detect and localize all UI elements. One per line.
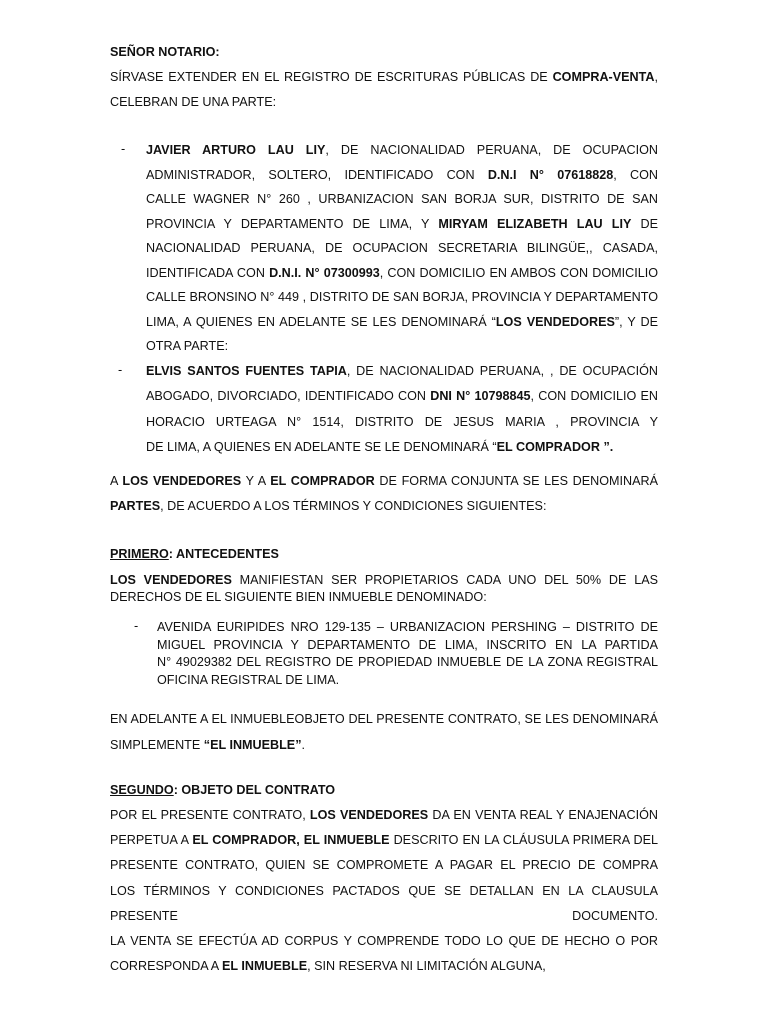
text-run: LOS TÉRMINOS Y CONDICIONES PACTADOS QUE SE DETALLAN EN LA CLAUSULA	[110, 883, 658, 898]
text-run: CORRESPONDA A	[110, 959, 222, 974]
bold-text: MIRYAM ELIZABETH LAU LIY	[438, 216, 632, 231]
text-run: ADMINISTRADOR, SOLTERO, IDENTIFICADO CON	[146, 167, 488, 182]
list-bullet: -	[134, 619, 139, 633]
text-line	[110, 572, 658, 588]
contract-type: COMPRA-VENTA	[552, 70, 655, 84]
intro-text: ,	[654, 70, 658, 84]
text-line	[157, 654, 658, 670]
text-run: EN ADELANTE A EL INMUEBLEOBJETO DEL PRESENTE CONTRATO, SE LES DENOMINARÁ	[110, 712, 658, 726]
bold-text: LOS VENDEDORES	[309, 808, 429, 822]
text-line	[110, 711, 658, 727]
bold-text: DNI N° 10798845	[430, 389, 531, 404]
text-run: , CON DOMICILIO EN AMBOS CON DOMICILIO	[379, 265, 658, 280]
text-line	[146, 338, 228, 354]
text-run: OTRA PARTE:	[146, 339, 229, 353]
intro-text: CELEBRAN DE UNA PARTE:	[110, 95, 277, 109]
text-run: HORACIO URTEAGA N° 1514, DISTRITO DE JESUS MARIA , PROVINCIA Y	[146, 414, 658, 429]
clause-label: SEGUNDO	[110, 783, 174, 797]
text-run: DA EN VENTA REAL Y ENAJENACIÓN	[428, 808, 658, 822]
text-run: IDENTIFICADA CON	[146, 265, 270, 280]
text-line	[110, 958, 546, 974]
clause-segundo-heading	[110, 782, 335, 798]
text-run: PERPETUA A	[110, 833, 193, 848]
text-line	[110, 933, 658, 949]
text-line	[146, 439, 613, 455]
text-line	[146, 388, 658, 404]
bold-text: EL COMPRADOR	[270, 474, 375, 488]
text-run: , CON DOMICILIO EN	[530, 389, 658, 404]
text-line	[157, 637, 658, 653]
text-run: , SIN RESERVA NI LIMITACIÓN ALGUNA,	[307, 959, 546, 974]
text-run: ”, Y DE	[614, 314, 658, 329]
text-run: Y A	[241, 474, 271, 488]
text-run: DERECHOS DE EL SIGUIENTE BIEN INMUEBLE DENOMINADO:	[110, 590, 487, 604]
bold-text: PARTES	[110, 499, 161, 513]
text-line	[110, 883, 658, 899]
intro-text: SÍRVASE EXTENDER EN EL REGISTRO DE ESCRITURAS PÚBLICAS DE	[110, 70, 553, 84]
text-run: LA VENTA SE EFECTÚA AD CORPUS Y COMPRENDE TODO LO QUE DE HECHO O POR	[110, 934, 658, 948]
text-line	[157, 619, 658, 635]
text-run: PRESENTE DOCUMENTO.	[110, 908, 658, 923]
text-line	[146, 265, 658, 281]
text-line	[157, 672, 339, 688]
text-line	[110, 498, 546, 514]
text-run: .	[301, 737, 306, 752]
text-run: A	[110, 474, 123, 488]
text-line	[110, 589, 487, 605]
text-run: MANIFIESTAN SER PROPIETARIOS CADA UNO DEL 50% DE LAS	[239, 573, 658, 587]
clause-title: : OBJETO DEL CONTRATO	[173, 783, 336, 797]
text-line	[110, 473, 658, 489]
bold-text: JAVIER ARTURO LAU LIY	[146, 143, 326, 157]
intro-line	[110, 69, 658, 85]
text-line	[110, 908, 658, 924]
text-run: DE	[631, 216, 658, 231]
bold-text: EL COMPRADOR, EL INMUEBLE	[192, 833, 390, 848]
text-run: DE FORMA CONJUNTA SE LES DENOMINARÁ	[374, 474, 658, 488]
text-line	[146, 414, 658, 430]
bold-text: LOS VENDEDORES	[110, 573, 232, 587]
bold-text: LOS VENDEDORES	[495, 314, 615, 329]
text-line	[146, 314, 658, 330]
text-run: SIMPLEMENTE	[110, 737, 204, 752]
text-line	[146, 167, 658, 183]
text-run: OFICINA REGISTRAL DE LIMA.	[157, 672, 340, 687]
text-run: , DE ACUERDO A LOS TÉRMINOS Y CONDICIONES SIGUIENTES:	[160, 499, 547, 513]
clause-label: PRIMERO	[110, 547, 169, 561]
text-line	[146, 142, 658, 158]
text-line	[146, 289, 658, 305]
text-line	[110, 832, 658, 848]
bold-text: EL COMPRADOR ”.	[496, 439, 614, 454]
text-line	[146, 216, 658, 232]
intro-line	[110, 94, 276, 110]
text-run: , CON	[613, 167, 658, 182]
text-run: ABOGADO, DIVORCIADO, IDENTIFICADO CON	[146, 389, 431, 404]
text-run: PROVINCIA Y DEPARTAMENTO DE LIMA, Y	[146, 216, 439, 231]
list-bullet: -	[118, 363, 123, 377]
bold-text: D.N.I N° 07618828	[487, 167, 614, 182]
text-line	[146, 191, 658, 207]
text-run: MIGUEL PROVINCIA Y DEPARTAMENTO DE LIMA, INSCRITO EN LA PARTIDA	[157, 637, 658, 652]
text-line	[110, 737, 305, 753]
text-run: PRESENTE CONTRATO, QUIEN SE COMPROMETE A PAGAR EL PRECIO DE COMPRA	[110, 858, 658, 873]
text-line	[146, 240, 658, 256]
text-line	[110, 807, 658, 823]
text-run: DE LIMA, A QUIENES EN ADELANTE SE LE DENOMINARÁ “	[146, 439, 497, 454]
list-bullet: -	[121, 142, 126, 156]
bold-text: D.N.I. N° 07300993	[269, 265, 380, 280]
clause-title: : ANTECEDENTES	[168, 547, 279, 561]
salutation: SEÑOR NOTARIO:	[110, 45, 220, 59]
bold-text: “EL INMUEBLE”	[203, 737, 302, 752]
bold-text: ELVIS SANTOS FUENTES TAPIA	[146, 364, 347, 378]
text-run: DESCRITO EN LA CLÁUSULA PRIMERA DEL	[389, 833, 658, 848]
text-run: POR EL PRESENTE CONTRATO,	[110, 808, 310, 822]
clause-primero-heading	[110, 546, 279, 562]
text-run: CALLE BRONSINO N° 449 , DISTRITO DE SAN BORJA, PROVINCIA Y DEPARTAMENTO	[146, 290, 658, 304]
bold-text: EL INMUEBLE	[221, 959, 308, 974]
text-line	[110, 857, 658, 873]
text-run: NACIONALIDAD PERUANA, DE OCUPACION SECRETARIA BILINGÜE,, CASADA,	[146, 241, 658, 255]
text-run: AVENIDA EURIPIDES NRO 129-135 – URBANIZACION PERSHING – DISTRITO DE	[157, 620, 658, 634]
bold-text: LOS VENDEDORES	[122, 474, 242, 488]
text-run: , DE NACIONALIDAD PERUANA, DE OCUPACION	[325, 143, 658, 157]
text-line	[146, 363, 658, 379]
text-run: , DE NACIONALIDAD PERUANA, , DE OCUPACIÓN	[346, 364, 658, 378]
text-run: CALLE WAGNER N° 260 , URBANIZACION SAN BORJA SUR, DISTRITO DE SAN	[146, 192, 658, 206]
text-run: LIMA, A QUIENES EN ADELANTE SE LES DENOMINARÁ “	[146, 314, 496, 329]
text-run: N° 49029382 DEL REGISTRO DE PROPIEDAD INMUEBLE DE LA ZONA REGISTRAL	[157, 655, 658, 669]
